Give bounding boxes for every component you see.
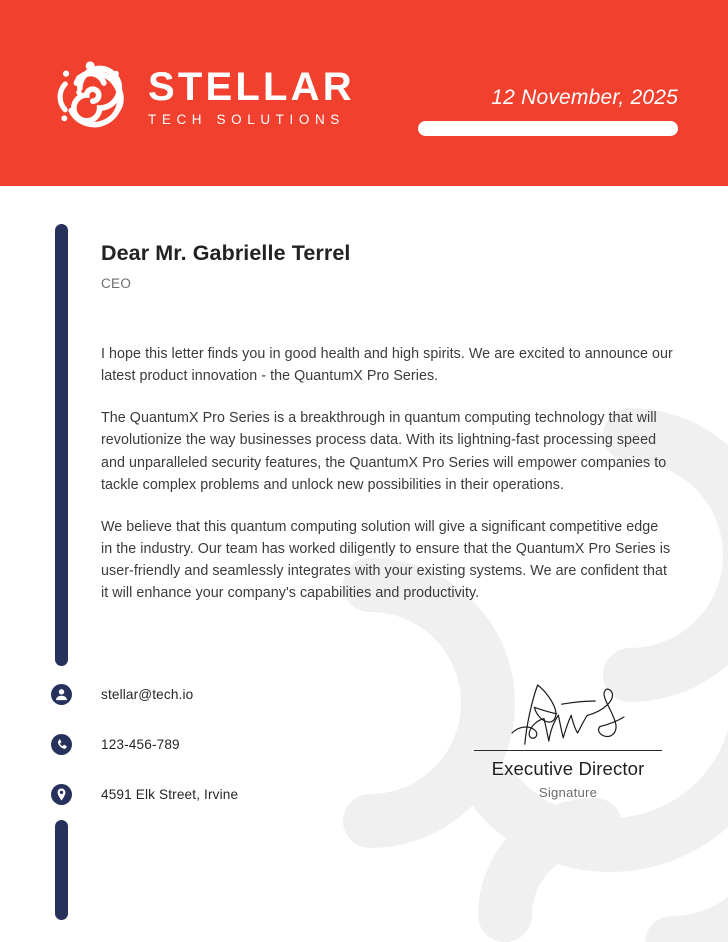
recipient-title: CEO (101, 275, 132, 291)
contact-address-value: 4591 Elk Street, Irvine (101, 786, 239, 802)
phone-icon (51, 734, 72, 755)
contact-email-value: stellar@tech.io (101, 686, 194, 702)
contact-item-email[interactable] (51, 682, 238, 706)
signature-divider (474, 750, 662, 751)
letter-body (101, 343, 673, 605)
signature-block (473, 677, 663, 800)
page-header (0, 0, 728, 186)
letter-content (101, 240, 673, 604)
letter-date: 12 November, 2025 (491, 86, 678, 109)
signature-role: Executive Director (491, 758, 645, 780)
letter-paragraph: I hope this letter finds you in good health and high spirits. We are excited to announce our latest product innovation - the QuantumX Pro Series. (101, 345, 673, 385)
signature-caption: Signature (538, 785, 598, 801)
contact-phone-value: 123-456-789 (101, 736, 180, 752)
letter-paragraph: We believe that this quantum computing solution will give a significant competitive edge in the industry. Our team has worked diligently to ensure that the QuantumX Pro Series is user-friendly and seamlessly integrates with your existing systems. We are confident that it will enhance your company's capabilities and productivity. (101, 518, 671, 602)
person-icon (51, 684, 72, 705)
spiral-person-logo-icon (48, 52, 134, 140)
brand-text-block (148, 65, 355, 128)
brand-name: STELLAR (148, 64, 355, 109)
contact-item-phone[interactable] (51, 732, 238, 756)
contact-item-address[interactable] (51, 782, 238, 806)
salutation: Dear Mr. Gabrielle Terrel (101, 241, 351, 265)
contact-list (51, 682, 238, 806)
accent-bar-upper (55, 224, 68, 666)
header-accent-pill (418, 121, 678, 136)
brand-lockup (48, 52, 355, 140)
letter-paragraph: The QuantumX Pro Series is a breakthrough in quantum computing technology that will revolutionize the way businesses process data. With its lightning-fast processing speed and unparalleled security features, the QuantumX Pro Series will empower companies to tackle complex problems and unlock new possibilities in their operations. (101, 410, 667, 493)
accent-bar-lower (55, 820, 68, 920)
handwritten-signature-icon (488, 677, 648, 749)
brand-tagline: TECH SOLUTIONS (148, 112, 345, 128)
page-footer (0, 672, 728, 832)
location-pin-icon (51, 784, 72, 805)
